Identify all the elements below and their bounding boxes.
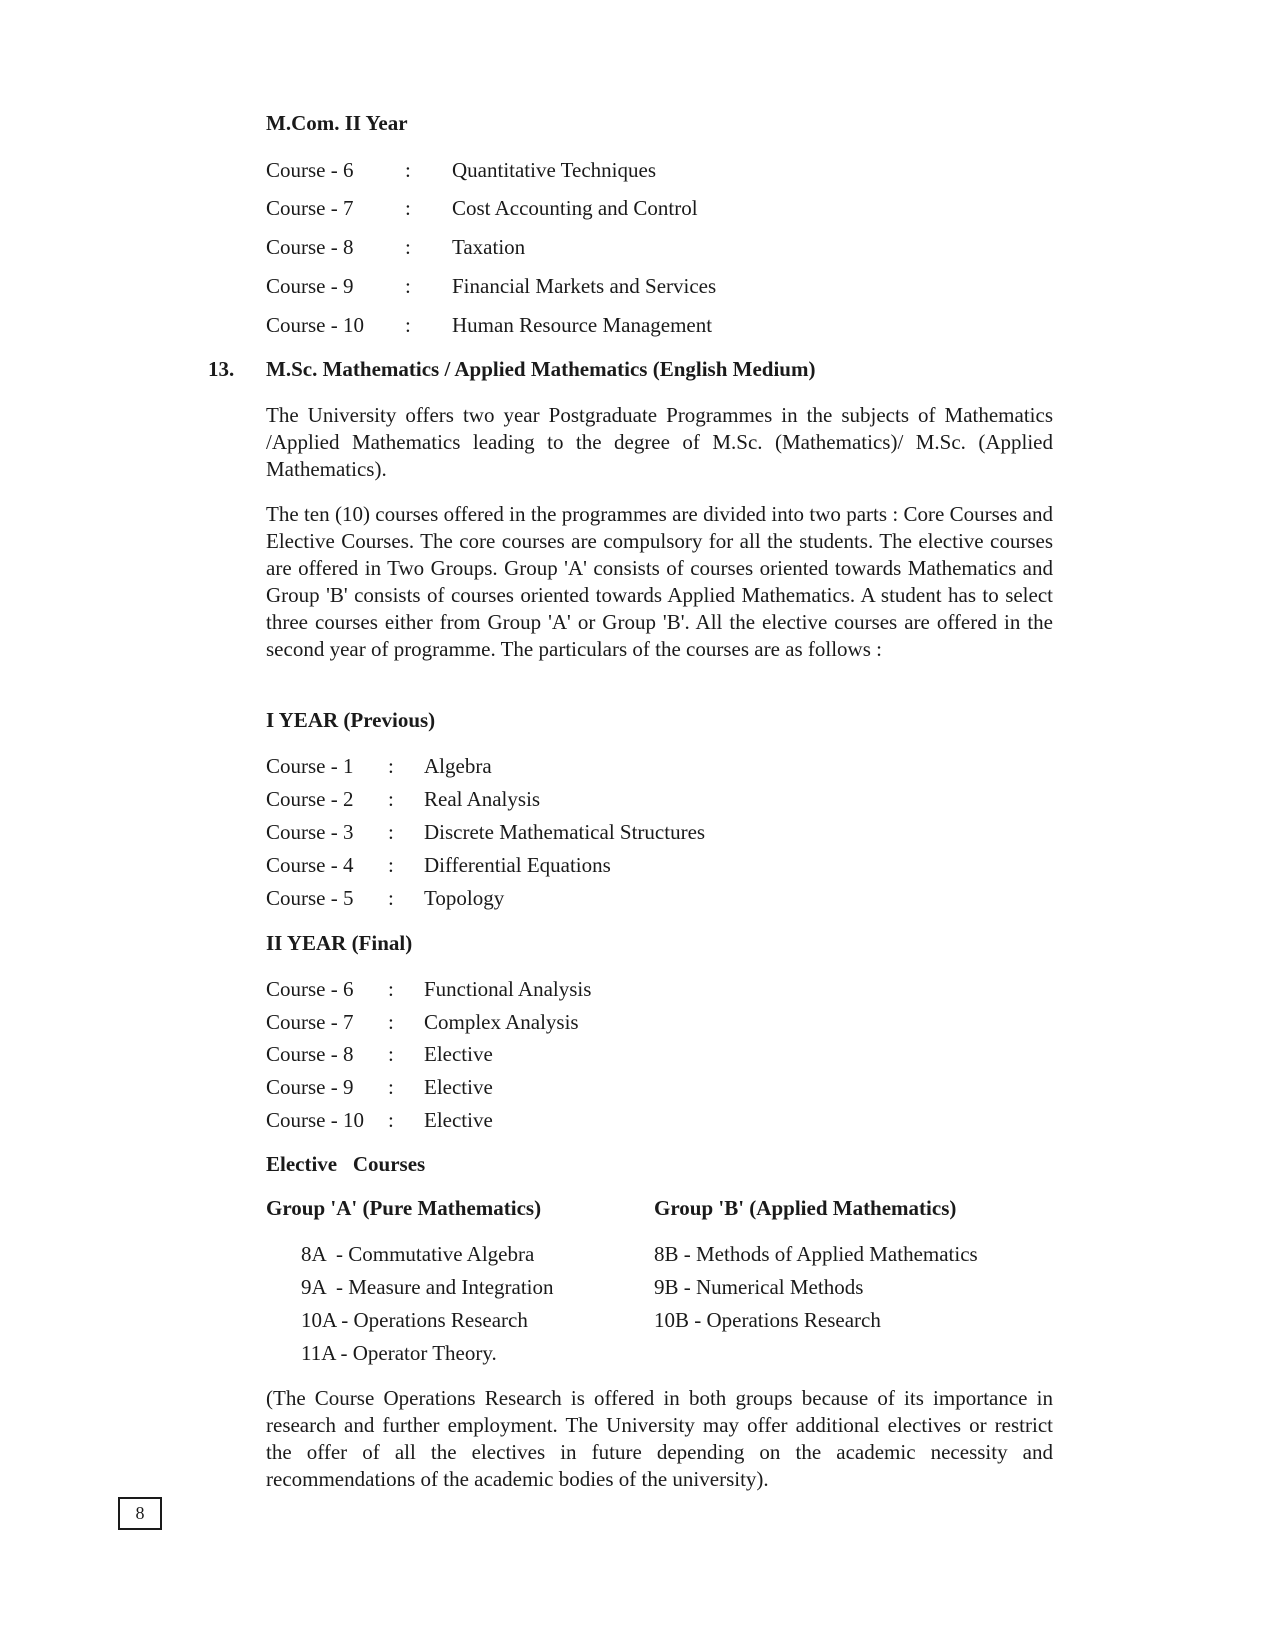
course-separator: : (388, 886, 394, 910)
course-separator: : (388, 1075, 394, 1099)
page-number: 8 (118, 1497, 162, 1530)
course-separator: : (388, 754, 394, 778)
course-title: Algebra (424, 754, 492, 778)
course-title: Discrete Mathematical Structures (424, 820, 706, 844)
course-separator: : (405, 196, 411, 220)
group-b-item: 10B - Operations Research (654, 1308, 881, 1332)
course-code: Course - 10 (266, 313, 364, 337)
section-heading: M.Sc. Mathematics / Applied Mathematics (English Medium) (266, 357, 816, 381)
section-number: 13. (208, 357, 235, 381)
course-code: Course - 1 (266, 754, 354, 778)
intro-paragraph: The University offers two year Postgraduate Programmes in the subjects of Mathematics /Applied Mathematics leading to the degree of M.Sc. (Mathematics)/ M.Sc. (Applied Mathematics). (266, 403, 1053, 481)
course-separator: : (405, 158, 411, 182)
course-separator: : (388, 820, 394, 844)
course-code: Course - 4 (266, 853, 354, 877)
course-separator: : (388, 853, 394, 877)
electives-heading: Elective Courses (266, 1152, 426, 1176)
year1-heading: I YEAR (Previous) (266, 708, 436, 732)
course-separator: : (388, 1108, 394, 1132)
course-code: Course - 8 (266, 235, 354, 259)
group-b-item: 9B - Numerical Methods (654, 1275, 864, 1299)
course-code: Course - 7 (266, 196, 354, 220)
course-title: Cost Accounting and Control (452, 196, 698, 220)
course-title: Quantitative Techniques (452, 158, 657, 182)
course-code: Course - 3 (266, 820, 354, 844)
course-title: Elective (424, 1108, 493, 1132)
year2-heading: II YEAR (Final) (266, 931, 413, 955)
course-code: Course - 8 (266, 1042, 354, 1066)
course-title: Human Resource Management (452, 313, 713, 337)
course-title: Financial Markets and Services (452, 274, 717, 298)
course-title: Taxation (452, 235, 526, 259)
group-b-item: 8B - Methods of Applied Mathematics (654, 1242, 978, 1266)
course-separator: : (388, 977, 394, 1001)
course-code: Course - 9 (266, 274, 354, 298)
course-code: Course - 6 (266, 158, 354, 182)
course-title: Elective (424, 1075, 493, 1099)
course-code: Course - 5 (266, 886, 354, 910)
course-title: Functional Analysis (424, 977, 592, 1001)
course-separator: : (388, 1010, 394, 1034)
group-a-item: 11A - Operator Theory. (301, 1341, 497, 1365)
course-title: Elective (424, 1042, 493, 1066)
group-a-item: 10A - Operations Research (301, 1308, 528, 1332)
course-code: Course - 9 (266, 1075, 354, 1099)
group-a-heading: Group 'A' (Pure Mathematics) (266, 1196, 542, 1220)
course-title: Differential Equations (424, 853, 611, 877)
course-separator: : (388, 1042, 394, 1066)
course-code: Course - 7 (266, 1010, 354, 1034)
course-separator: : (405, 313, 411, 337)
course-separator: : (405, 274, 411, 298)
group-b-heading: Group 'B' (Applied Mathematics) (654, 1196, 957, 1220)
course-code: Course - 10 (266, 1108, 364, 1132)
courses-paragraph: The ten (10) courses offered in the programmes are divided into two parts : Core Courses and Elective Courses. The core courses are compulsory for all the students. The elective courses are offered in Two Groups. Group 'A' consists of courses oriented towards Mathematics and Group 'B' consists of courses oriented towards Applied Mathematics. A student has to select three courses either from Group 'A' or Group 'B'. All the elective courses are offered in the second year of programme. The particulars of the courses are as follows : (266, 502, 1053, 661)
course-separator: : (388, 787, 394, 811)
course-separator: : (405, 235, 411, 259)
course-title: Complex Analysis (424, 1010, 579, 1034)
group-a-item: 8A - Commutative Algebra (301, 1242, 535, 1266)
course-title: Real Analysis (424, 787, 541, 811)
group-a-item: 9A - Measure and Integration (301, 1275, 554, 1299)
course-code: Course - 2 (266, 787, 354, 811)
mcom-heading: M.Com. II Year (266, 111, 408, 135)
course-title: Topology (424, 886, 505, 910)
note-paragraph: (The Course Operations Research is offered in both groups because of its importance in research and further employment. The University may offer additional electives or restrict the offer of all the electives in future depending on the academic necessity and recommendations of the academic bodies of the university). (266, 1386, 1053, 1491)
course-code: Course - 6 (266, 977, 354, 1001)
